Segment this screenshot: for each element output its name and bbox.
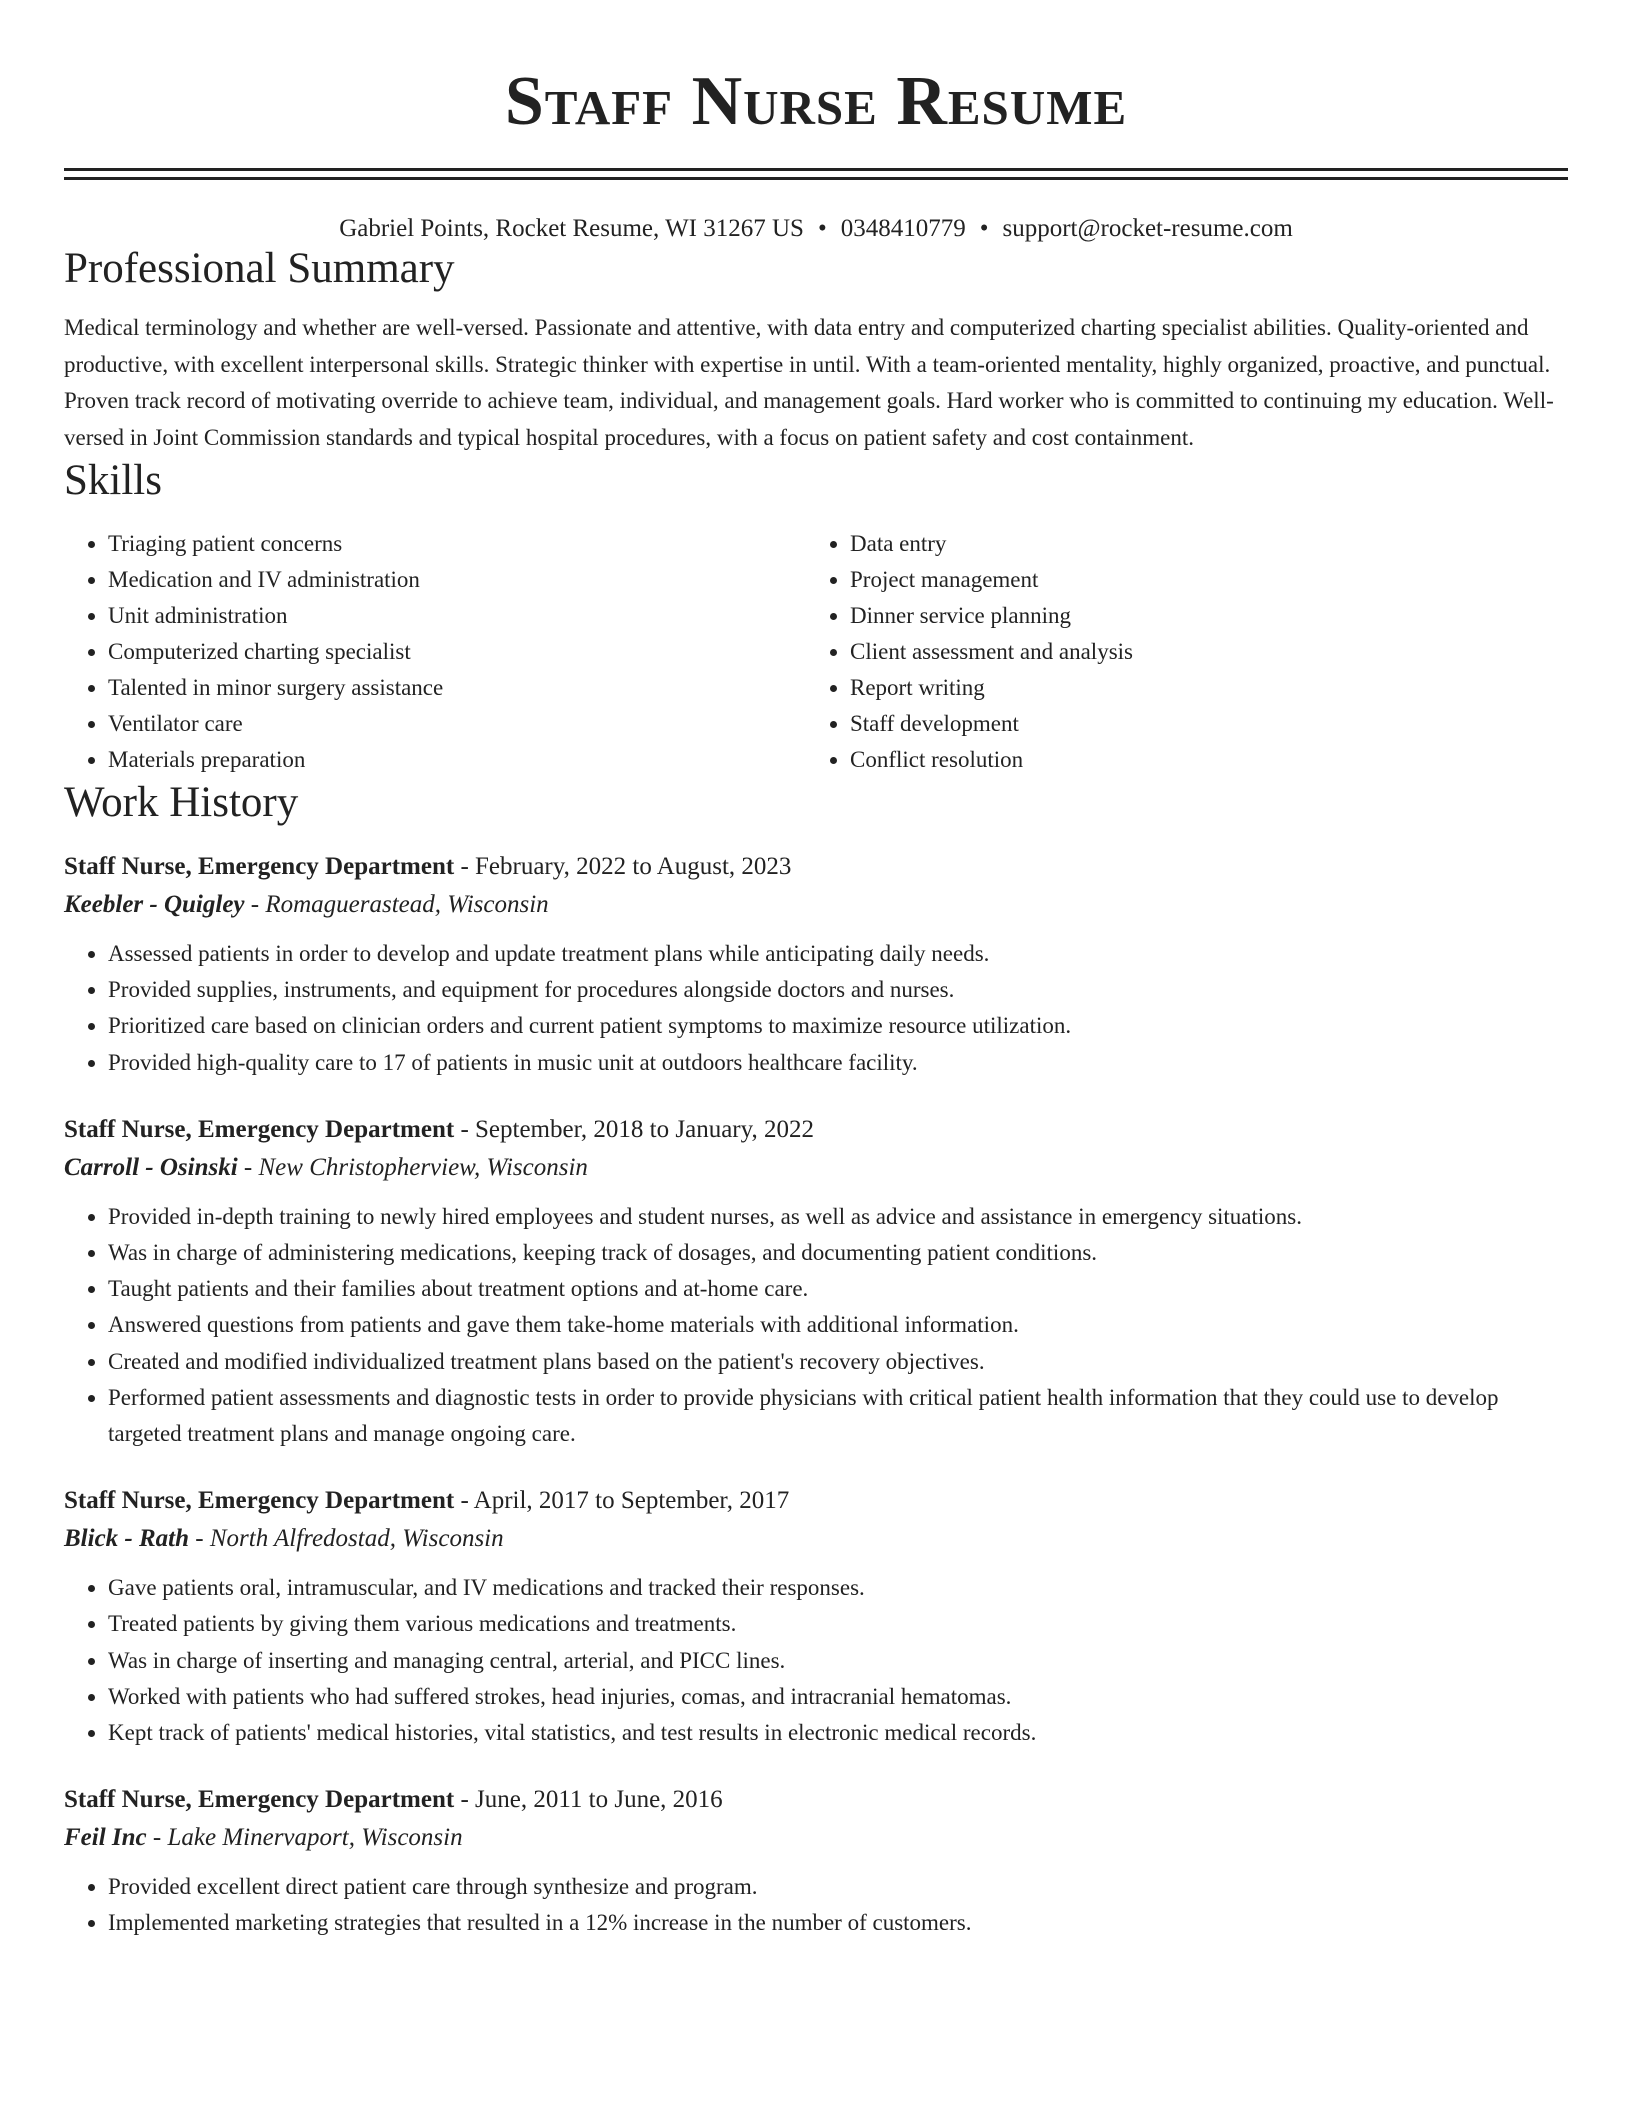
job-dates: - June, 2011 to June, 2016 — [454, 1786, 723, 1814]
duty-item: • Provided excellent direct patient care through synthesize and program. — [108, 1869, 1568, 1905]
company-location: - New Christopherview, Wisconsin — [237, 1153, 588, 1181]
skill-item: • Dinner service planning — [850, 598, 1548, 634]
skill-item: • Talented in minor surgery assistance — [108, 670, 806, 706]
duty-item: • Implemented marketing strategies that resulted in a 12% increase in the number of customers. — [108, 1905, 1568, 1941]
job-employer — [64, 886, 1568, 924]
job-entry — [64, 1781, 1568, 1941]
duty-item: • Created and modified individualized treatment plans based on the patient's recovery objectives. — [108, 1344, 1568, 1380]
job-duties — [64, 1869, 1568, 1941]
duty-item: • Assessed patients in order to develop and update treatment plans while anticipating daily needs. — [108, 936, 1568, 972]
company-name: Feil Inc — [64, 1824, 147, 1852]
duty-item: • Worked with patients who had suffered strokes, head injuries, comas, and intracranial hematomas. — [108, 1679, 1568, 1715]
resume-page — [64, 0, 1568, 1942]
skill-item: • Conflict resolution — [850, 742, 1548, 778]
duty-item: • Taught patients and their families about treatment options and at-home care. — [108, 1271, 1568, 1307]
job-header — [64, 1111, 1568, 1149]
duty-item: • Performed patient assessments and diagnostic tests in order to provide physicians with critical patient health information that they could use to develop targeted treatment plans and manage ongoing care. — [108, 1380, 1568, 1452]
duty-item: • Provided high-quality care to 17 of patients in music unit at outdoors healthcare facility. — [108, 1045, 1568, 1081]
job-entry — [64, 848, 1568, 1081]
job-employer — [64, 1819, 1568, 1857]
contact-line — [64, 214, 1568, 244]
contact-separator: • — [979, 215, 989, 242]
duty-item: • Was in charge of administering medications, keeping track of dosages, and documenting patient conditions. — [108, 1235, 1568, 1271]
job-header — [64, 848, 1568, 886]
skill-item: • Computerized charting specialist — [108, 634, 806, 670]
skill-item: • Staff development — [850, 706, 1548, 742]
job-employer — [64, 1520, 1568, 1558]
duty-item: • Provided supplies, instruments, and equipment for procedures alongside doctors and nurses. — [108, 972, 1568, 1008]
job-employer — [64, 1149, 1568, 1187]
title-divider-top — [64, 168, 1568, 171]
skill-item: • Client assessment and analysis — [850, 634, 1548, 670]
job-entry — [64, 1111, 1568, 1452]
skill-item: • Project management — [850, 562, 1548, 598]
summary-heading: Professional Summary — [64, 245, 455, 292]
skills-column-left — [64, 526, 806, 778]
contact-separator: • — [817, 215, 827, 242]
job-header — [64, 1482, 1568, 1520]
job-duties — [64, 1199, 1568, 1452]
skills-heading: Skills — [64, 457, 162, 504]
job-dates: - September, 2018 to January, 2022 — [454, 1115, 814, 1143]
resume-title: Staff Nurse Resume — [504, 63, 1128, 140]
skills-column-right — [806, 526, 1548, 778]
contact-address: Gabriel Points, Rocket Resume, WI 31267 US — [339, 215, 804, 242]
company-location: - Romaguerastead, Wisconsin — [244, 891, 549, 918]
work-history-heading: Work History — [64, 779, 299, 826]
contact-phone: 0348410779 — [840, 215, 966, 242]
skill-item: • Materials preparation — [108, 742, 806, 778]
skill-item: • Ventilator care — [108, 706, 806, 742]
duty-item: • Kept track of patients' medical histories, vital statistics, and test results in electronic medical records. — [108, 1715, 1568, 1751]
duty-item: • Was in charge of inserting and managing central, arterial, and PICC lines. — [108, 1643, 1568, 1679]
duty-item: • Provided in-depth training to newly hired employees and student nurses, as well as advice and assistance in emergency situations. — [108, 1199, 1568, 1235]
job-header — [64, 1781, 1568, 1819]
skills-list — [64, 526, 1568, 778]
company-name: Blick - Rath — [64, 1525, 190, 1553]
job-duties — [64, 1570, 1568, 1751]
job-dates: - April, 2017 to September, 2017 — [454, 1487, 790, 1515]
job-dates: - February, 2022 to August, 2023 — [454, 853, 792, 880]
company-location: - North Alfredostad, Wisconsin — [189, 1525, 504, 1553]
company-name: Carroll - Osinski — [64, 1153, 238, 1181]
company-location: - Lake Minervaport, Wisconsin — [146, 1824, 463, 1852]
job-entry — [64, 1482, 1568, 1751]
skill-item: • Unit administration — [108, 598, 806, 634]
title-divider-bottom — [64, 177, 1568, 180]
job-title: Staff Nurse, Emergency Department — [64, 853, 455, 880]
skill-item: • Triaging patient concerns — [108, 526, 806, 562]
company-name: Keebler - Quigley — [64, 891, 245, 918]
duty-item: • Prioritized care based on clinician orders and current patient symptoms to maximize resource utilization. — [108, 1008, 1568, 1044]
contact-email: support@rocket-resume.com — [1002, 215, 1293, 242]
skill-item: • Data entry — [850, 526, 1548, 562]
job-duties — [64, 936, 1568, 1081]
summary-text: Medical terminology and whether are well-versed. Passionate and attentive, with data entry and computerized charting specialist abilities. Quality-oriented and productive, with excellent interpersonal skills. Strategic thinker with expertise in until. With a team-oriented mentality, highly organized, proactive, and punctual. Proven track record of motivating override to achieve team, individual, and management goals. Hard worker who is committed to continuing my education. Well-versed in Joint Commission standards and typical hospital procedures, with a focus on patient safety and cost containment. — [64, 315, 1554, 450]
skill-item: • Medication and IV administration — [108, 562, 806, 598]
job-title: Staff Nurse, Emergency Department — [64, 1487, 455, 1515]
duty-item: • Gave patients oral, intramuscular, and IV medications and tracked their responses. — [108, 1570, 1568, 1606]
duty-item: • Treated patients by giving them various medications and treatments. — [108, 1606, 1568, 1642]
job-title: Staff Nurse, Emergency Department — [64, 1115, 455, 1143]
skill-item: • Report writing — [850, 670, 1548, 706]
duty-item: • Answered questions from patients and gave them take-home materials with additional information. — [108, 1307, 1568, 1343]
job-title: Staff Nurse, Emergency Department — [64, 1786, 455, 1814]
